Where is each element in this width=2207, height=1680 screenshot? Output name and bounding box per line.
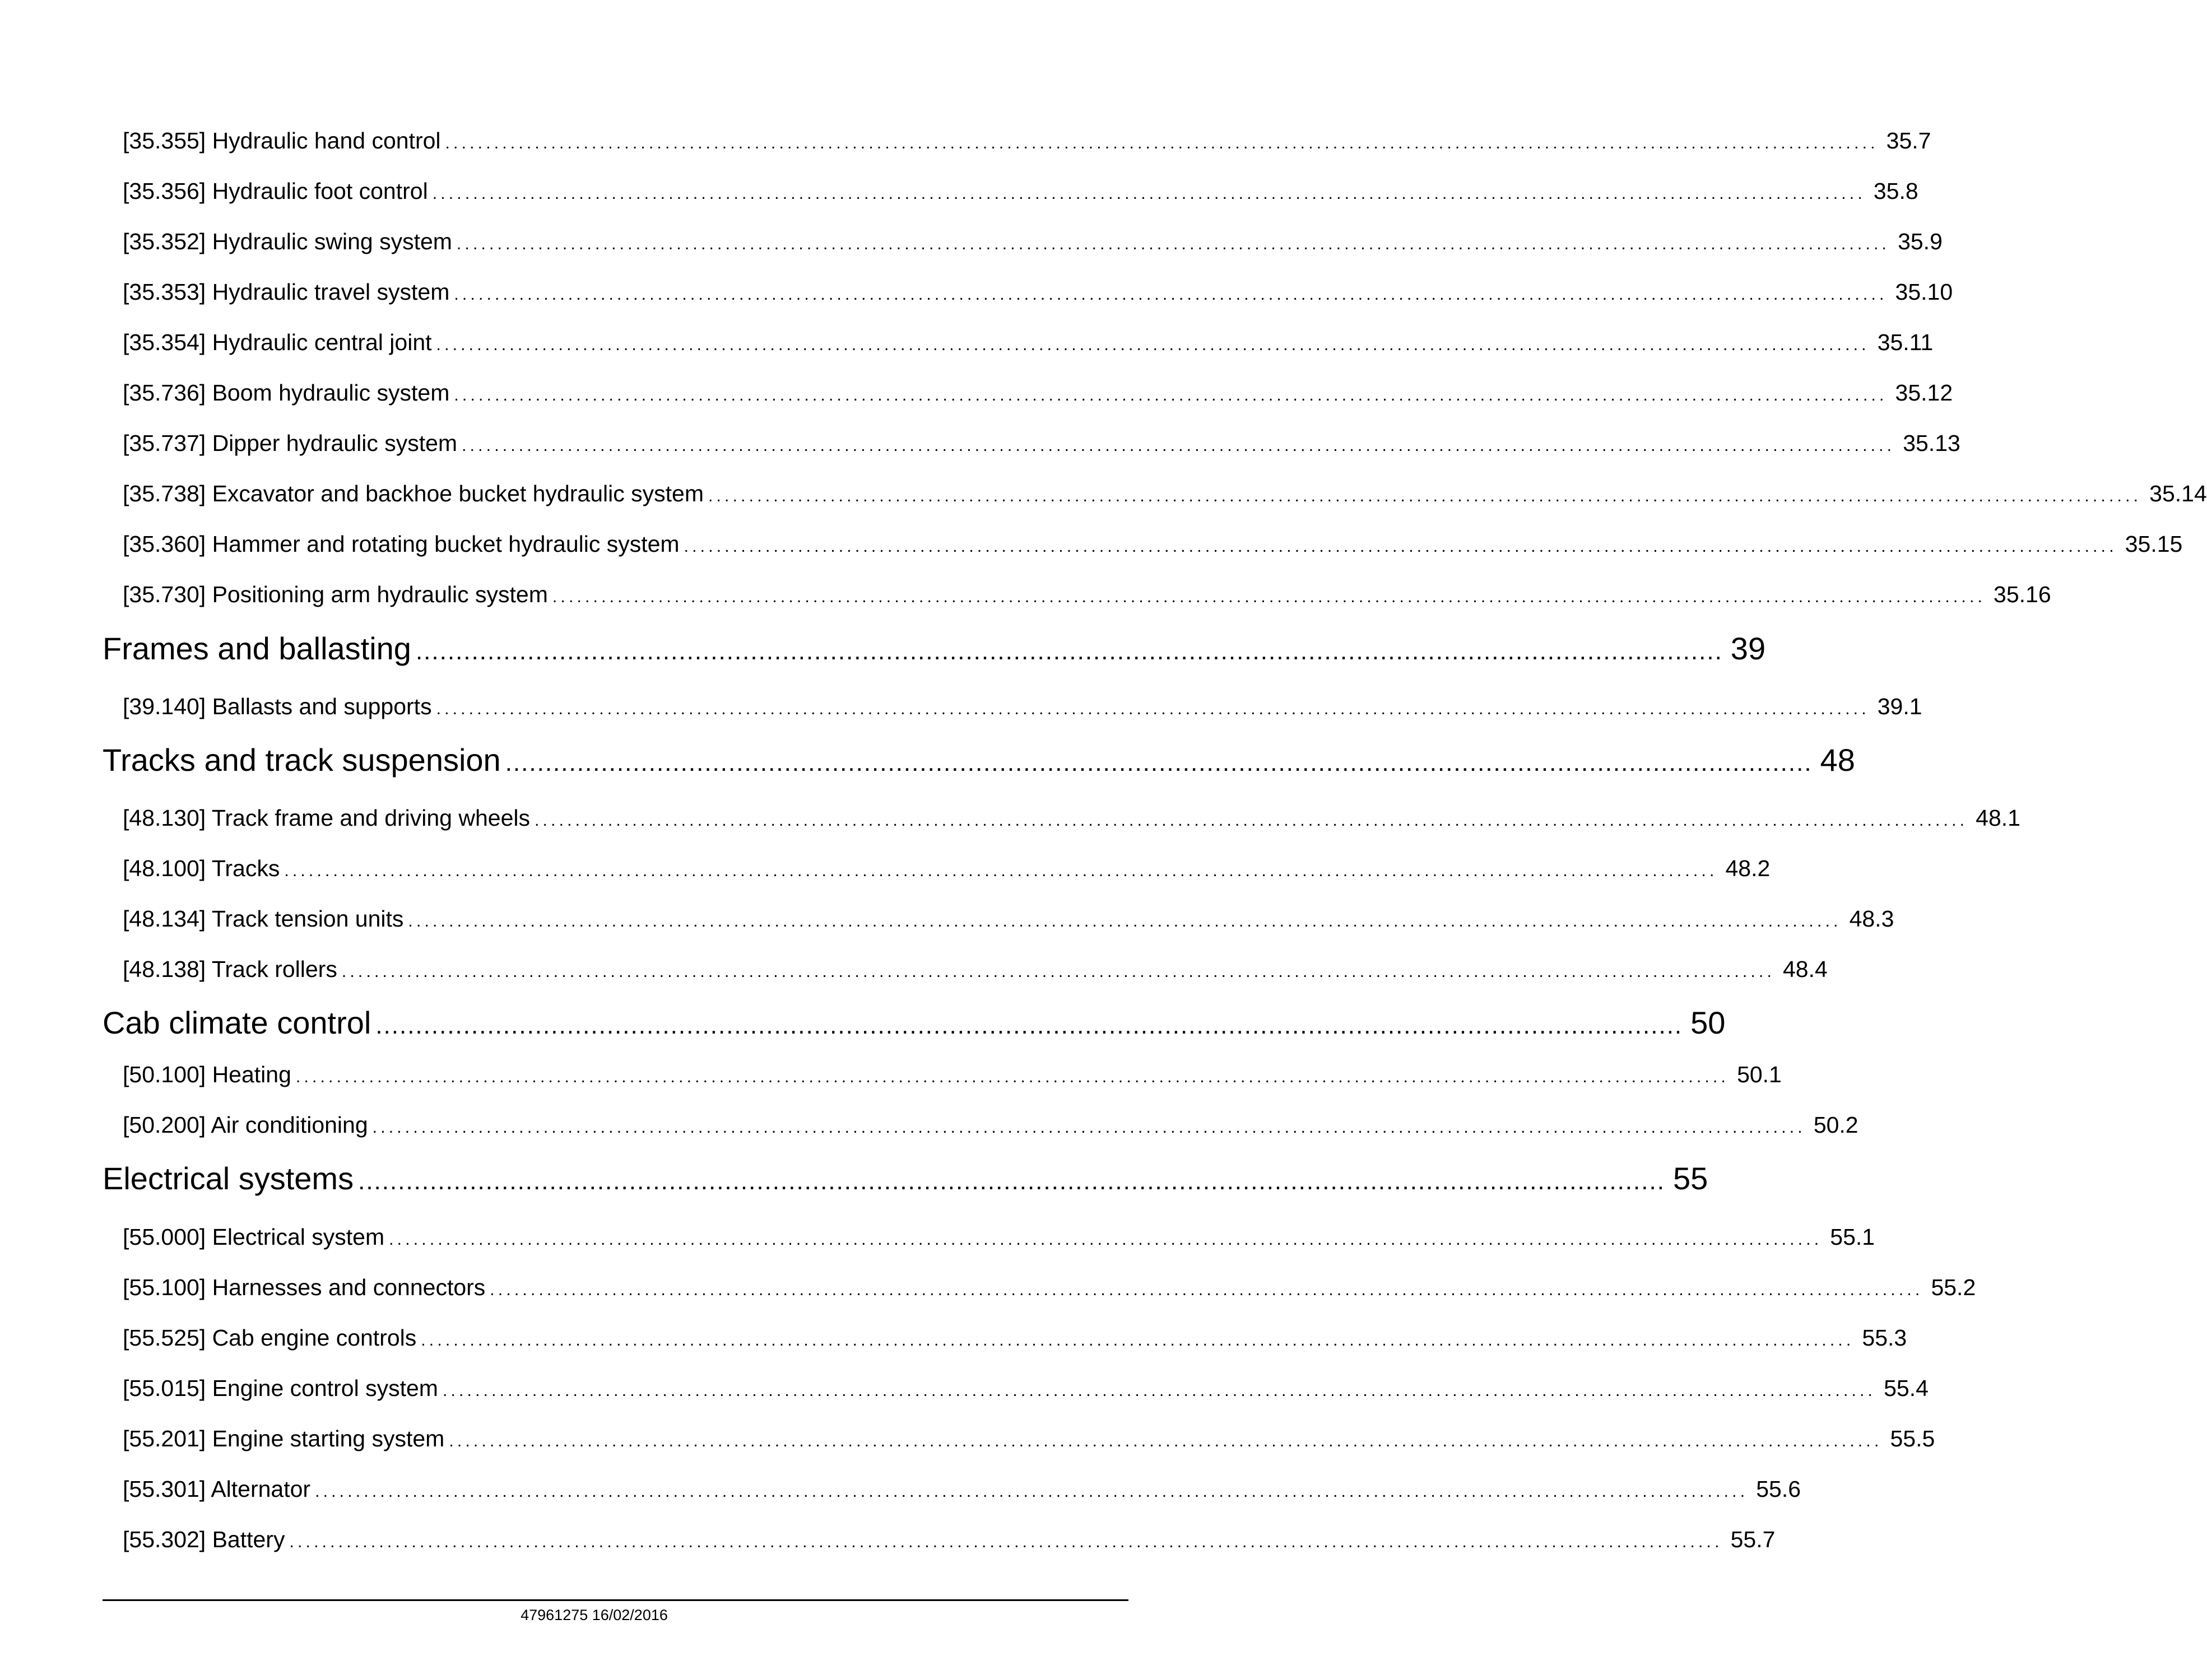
toc-entry[interactable] — [123, 380, 1953, 413]
toc-chapter[interactable] — [103, 1004, 1726, 1049]
toc-entry[interactable] — [123, 581, 2051, 615]
toc-entry[interactable] — [123, 229, 1943, 262]
footer-rule — [103, 1599, 1128, 1601]
dot-leader: ................................................................................................................................................................................ — [445, 134, 1879, 152]
dot-leader: ................................................................................................................................................................................ — [289, 1533, 1723, 1551]
dot-leader: ................................................................................................................................................................................ — [372, 1118, 1806, 1137]
toc-entry[interactable] — [123, 855, 1771, 889]
toc-entry-page: 35.14 — [2149, 481, 2207, 506]
dot-leader: ................................................................................................................................................................................ — [454, 285, 1888, 304]
toc-entry-title: [35.353] Hydraulic travel system — [123, 279, 450, 305]
toc-entry-page: 35.10 — [1895, 279, 1953, 305]
dot-leader: .................................................................................................................................................................... — [358, 1167, 1665, 1195]
toc-chapter[interactable] — [103, 742, 1855, 787]
dot-leader: .................................................................................................................................................................... — [375, 1012, 1683, 1039]
dot-leader: ................................................................................................................................................................................ — [552, 588, 1986, 606]
toc-entry[interactable] — [123, 805, 2020, 839]
toc-chapter-title: Tracks and track suspension — [103, 742, 501, 778]
dot-leader: ................................................................................................................................................................................ — [456, 235, 1890, 253]
dot-leader: ................................................................................................................................................................................ — [684, 537, 2117, 556]
toc-entry-page: 50.1 — [1737, 1062, 1782, 1087]
toc-entry-title: [35.738] Excavator and backhoe bucket hydraulic system — [123, 481, 704, 506]
toc-chapter[interactable] — [103, 630, 1766, 675]
toc-entry-title: [35.355] Hydraulic hand control — [123, 128, 441, 153]
footer-document-id: 47961275 16/02/2016 — [521, 1607, 668, 1623]
toc-entry-title: [55.000] Electrical system — [123, 1224, 385, 1250]
toc-entry-title: [35.352] Hydraulic swing system — [123, 229, 452, 254]
toc-entry-page: 35.11 — [1877, 329, 1934, 355]
dot-leader: ................................................................................................................................................................................ — [315, 1482, 1749, 1501]
toc-entry-title: [55.015] Engine control system — [123, 1375, 438, 1401]
dot-leader: ................................................................................................................................................................................ — [708, 487, 2142, 505]
dot-leader: ................................................................................................................................................................................ — [490, 1281, 1923, 1299]
toc-entry-title: [55.525] Cab engine controls — [123, 1325, 417, 1351]
toc-entry[interactable] — [123, 430, 1960, 464]
toc-chapter-page: 55 — [1672, 1161, 1708, 1196]
toc-entry[interactable] — [123, 1274, 1976, 1308]
toc-entry[interactable] — [123, 906, 1894, 939]
dot-leader: ................................................................................................................................................................................ — [421, 1331, 1855, 1349]
dot-leader: ................................................................................................................................................................................ — [436, 700, 1870, 718]
toc-entry-title: [48.130] Track frame and driving wheels — [123, 805, 530, 831]
toc-entry-page: 48.1 — [1976, 805, 2020, 831]
toc-entry-title: [55.100] Harnesses and connectors — [123, 1274, 486, 1300]
toc-entry-title: [50.100] Heating — [123, 1062, 291, 1087]
toc-entry-page: 55.3 — [1862, 1325, 1907, 1351]
toc-entry-title: [35.736] Boom hydraulic system — [123, 380, 450, 406]
toc-entry-title: [55.301] Alternator — [123, 1476, 311, 1502]
toc-entry[interactable] — [123, 128, 1931, 161]
toc-entry-page: 48.4 — [1783, 956, 1828, 982]
toc-entry-page: 35.15 — [2125, 531, 2183, 557]
toc-entry[interactable] — [123, 329, 1934, 363]
dot-leader: ................................................................................................................................................................................ — [462, 436, 1895, 455]
dot-leader: ................................................................................................................................................................................ — [408, 912, 1842, 930]
dot-leader: ................................................................................................................................................................................ — [454, 386, 1888, 404]
dot-leader: ................................................................................................................................................................................ — [295, 1068, 1730, 1086]
toc-entry-title: [55.302] Battery — [123, 1527, 285, 1552]
toc-entry-page: 35.12 — [1895, 380, 1953, 406]
toc-entry[interactable] — [123, 279, 1953, 313]
toc-entry[interactable] — [123, 178, 1918, 212]
toc-entry-title: [55.201] Engine starting system — [123, 1426, 445, 1451]
toc-chapter-title: Cab climate control — [103, 1005, 371, 1040]
dot-leader: ................................................................................................................................................................................ — [432, 184, 1866, 203]
toc-entry-title: [35.737] Dipper hydraulic system — [123, 430, 458, 456]
toc-entry-title: [35.356] Hydraulic foot control — [123, 178, 428, 204]
toc-chapter-page: 39 — [1730, 631, 1766, 666]
dot-leader: ................................................................................................................................................................................ — [442, 1381, 1876, 1400]
dot-leader: ................................................................................................................................................................................ — [389, 1230, 1823, 1249]
toc-entry[interactable] — [123, 1527, 1776, 1560]
dot-leader: ................................................................................................................................................................................ — [284, 862, 1718, 880]
toc-entry-title: [35.730] Positioning arm hydraulic system — [123, 581, 548, 607]
toc-entry-title: [35.360] Hammer and rotating bucket hydraulic system — [123, 531, 680, 557]
toc-entry[interactable] — [123, 531, 2183, 565]
toc-entry-page: 35.13 — [1903, 430, 1960, 456]
toc-chapter-page: 48 — [1820, 742, 1855, 778]
toc-entry-page: 48.3 — [1849, 906, 1894, 932]
toc-entry-page: 35.9 — [1898, 229, 1943, 254]
toc-entry-page: 39.1 — [1877, 694, 1922, 719]
toc-entry[interactable] — [123, 956, 1828, 990]
toc-entry-page: 35.16 — [1994, 581, 2051, 607]
toc-entry-title: [48.138] Track rollers — [123, 956, 337, 982]
toc-chapter[interactable] — [103, 1160, 1708, 1205]
dot-leader: .................................................................................................................................................................... — [505, 749, 1813, 776]
toc-entry[interactable] — [123, 1476, 1801, 1510]
toc-entry-page: 50.2 — [1813, 1112, 1858, 1138]
toc-chapter-page: 50 — [1690, 1005, 1726, 1040]
toc-entry-page: 55.2 — [1931, 1274, 1976, 1300]
toc-entry[interactable] — [123, 1112, 1858, 1146]
toc-entry-title: [50.200] Air conditioning — [123, 1112, 368, 1138]
toc-entry-title: [48.100] Tracks — [123, 855, 280, 881]
toc-entry-page: 55.6 — [1756, 1476, 1801, 1502]
toc-entry[interactable] — [123, 694, 1922, 727]
toc-entry-page: 55.4 — [1884, 1375, 1929, 1401]
toc-entry[interactable] — [123, 1426, 1935, 1459]
toc-entry[interactable] — [123, 1062, 1782, 1095]
dot-leader: .................................................................................................................................................................... — [415, 637, 1723, 665]
toc-entry-title: [35.354] Hydraulic central joint — [123, 329, 432, 355]
dot-leader: ................................................................................................................................................................................ — [535, 811, 1968, 830]
toc-entry-page: 35.7 — [1886, 128, 1931, 153]
dot-leader: ................................................................................................................................................................................ — [341, 962, 1775, 981]
toc-entry-page: 55.1 — [1830, 1224, 1875, 1250]
toc-chapter-title: Electrical systems — [103, 1161, 354, 1196]
toc-entry[interactable] — [123, 1224, 1875, 1258]
toc-entry-page: 55.5 — [1890, 1426, 1935, 1451]
toc-entry-page: 48.2 — [1725, 855, 1771, 881]
toc-chapter-title: Frames and ballasting — [103, 631, 411, 666]
toc-entry[interactable] — [123, 1375, 1929, 1409]
toc-entry-title: [48.134] Track tension units — [123, 906, 404, 932]
dot-leader: ................................................................................................................................................................................ — [436, 336, 1870, 354]
toc-entry[interactable] — [123, 1325, 1907, 1358]
toc-entry-title: [39.140] Ballasts and supports — [123, 694, 432, 719]
toc-entry-page: 35.8 — [1873, 178, 1918, 204]
dot-leader: ................................................................................................................................................................................ — [449, 1432, 1883, 1450]
toc-entry[interactable] — [123, 481, 2207, 514]
toc-entry-page: 55.7 — [1730, 1527, 1776, 1552]
